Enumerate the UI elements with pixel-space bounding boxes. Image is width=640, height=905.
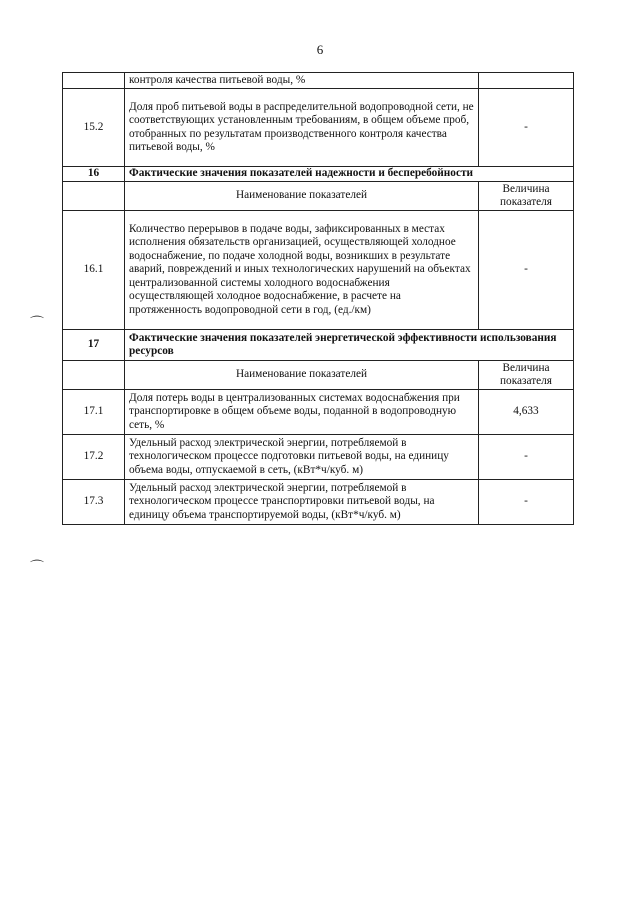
header-name: Наименование показателей: [125, 361, 479, 390]
section-title: Фактические значения показателей энергетической эффективности использования ресурсов: [125, 330, 574, 361]
row-description: Доля потерь воды в централизованных системах водоснабжения при транспортировке в общем объеме воды, поданной в водопроводную сеть, %: [125, 390, 479, 435]
header-blank: [63, 361, 125, 390]
table-row: [63, 73, 574, 89]
row-number: 15.2: [63, 89, 125, 167]
row-value: -: [479, 480, 574, 525]
row-value: 4,633: [479, 390, 574, 435]
section-title: Фактические значения показателей надежности и бесперебойности: [125, 167, 574, 182]
row-description: Удельный расход электрической энергии, потребляемой в технологическом процессе транспортировки питьевой воды, на единицу объема транспортируемой воды, (кВт*ч/куб. м): [125, 480, 479, 525]
row-number: 17.1: [63, 390, 125, 435]
header-value: Величина показателя: [479, 182, 574, 211]
section-row: [63, 167, 574, 182]
table-row: [63, 480, 574, 525]
table-row: [63, 211, 574, 330]
table-row: [63, 89, 574, 167]
row-number: 17.2: [63, 435, 125, 480]
row-description: контроля качества питьевой воды, %: [125, 73, 479, 89]
column-header-row: [63, 361, 574, 390]
margin-mark: ⌒: [30, 317, 44, 332]
header-name: Наименование показателей: [125, 182, 479, 211]
header-blank: [63, 182, 125, 211]
row-description: Количество перерывов в подаче воды, зафиксированных в местах исполнения обязательств организацией, осуществляющей холодное водоснабжение, по подаче холодной воды, возникших в результате аварий, повреждений и иных технологических нарушений на объектах централизованной системы холодного водоснабжения осуществляющей холодное водоснабжение, в расчете на протяженность водопроводной сети в год, (ед./км): [125, 211, 479, 330]
row-value: [479, 73, 574, 89]
row-number: [63, 73, 125, 89]
row-number: 17.3: [63, 480, 125, 525]
row-value: -: [479, 435, 574, 480]
indicators-table: [62, 72, 574, 525]
section-number: 17: [63, 330, 125, 361]
row-description: Доля проб питьевой воды в распределительной водопроводной сети, не соответствующих установленным требованиям, в общем объеме проб, отобранных по результатам производственного контроля качества питьевой воды, %: [125, 89, 479, 167]
column-header-row: [63, 182, 574, 211]
row-value: -: [479, 89, 574, 167]
table-row: [63, 435, 574, 480]
header-value: Величина показателя: [479, 361, 574, 390]
row-description: Удельный расход электрической энергии, потребляемой в технологическом процессе подготовки питьевой воды, на единицу объема воды, отпускаемой в сеть, (кВт*ч/куб. м): [125, 435, 479, 480]
margin-mark: ⌒: [30, 561, 44, 576]
section-row: [63, 330, 574, 361]
row-number: 16.1: [63, 211, 125, 330]
page-number: 6: [316, 42, 324, 57]
section-number: 16: [63, 167, 125, 182]
row-value: -: [479, 211, 574, 330]
table-row: [63, 390, 574, 435]
